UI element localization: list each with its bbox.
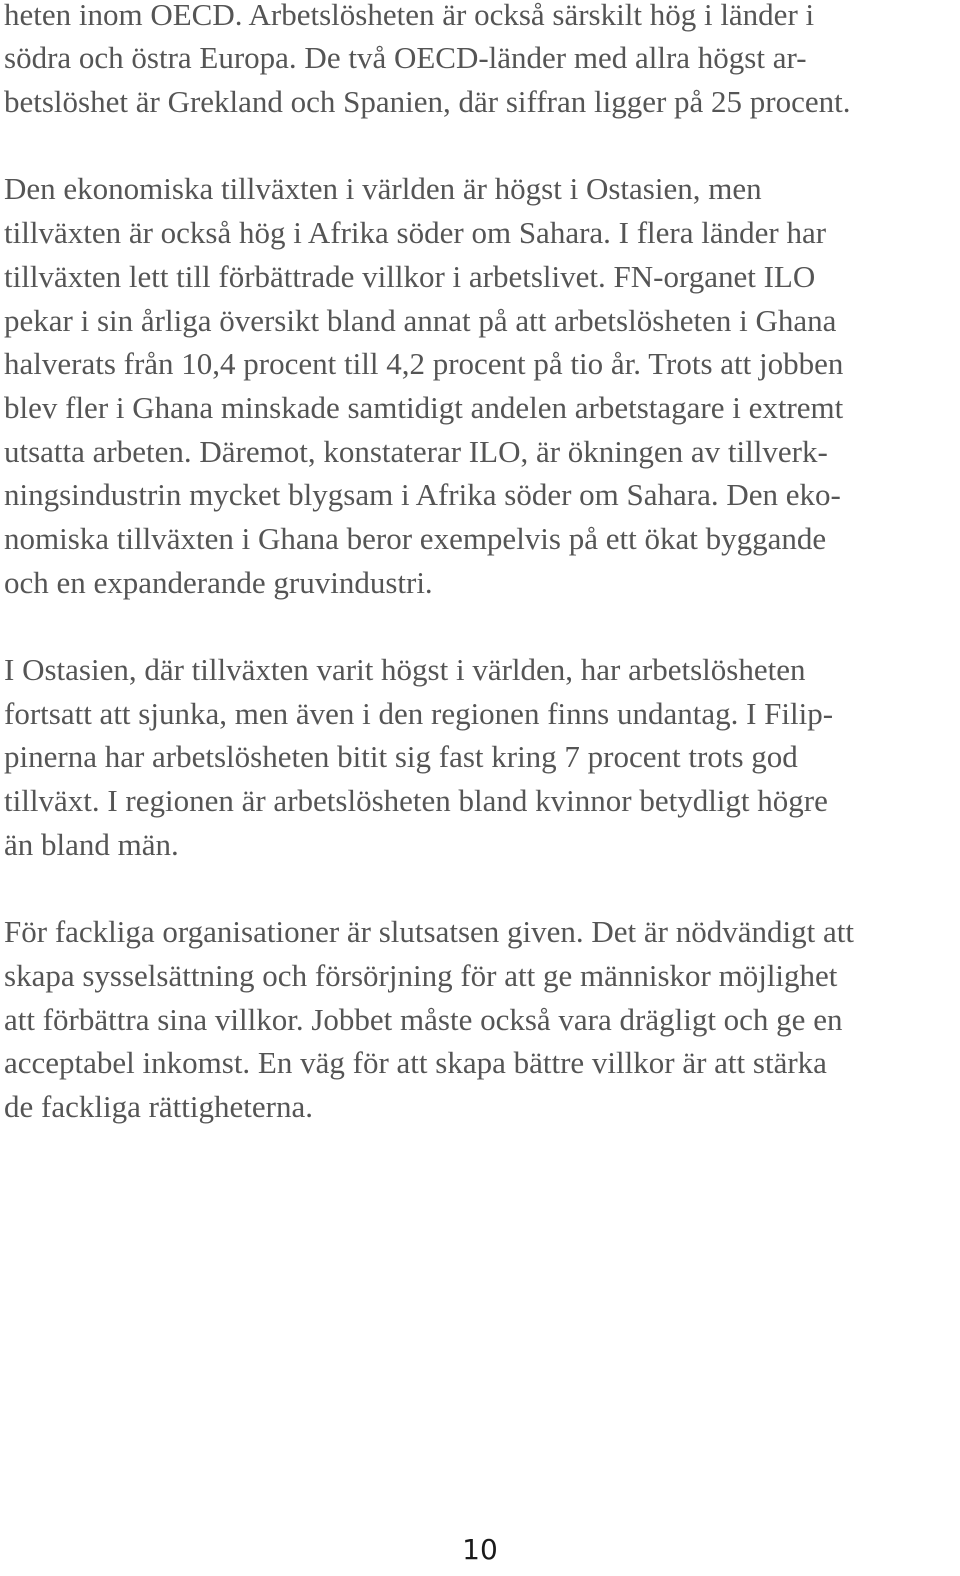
text-line: ningsindustrin mycket blygsam i Afrika söder om Sahara. Den eko- [4,477,841,512]
text-line: halverats från 10,4 procent till 4,2 procent på tio år. Trots att jobben [4,346,844,381]
text-line: heten inom OECD. Arbetslösheten är också särskilt hög i länder i [4,0,815,32]
page-number: 10 [462,1533,498,1566]
text-line: än bland män. [4,827,179,862]
text-line: utsatta arbeten. Däremot, konstaterar ILO, är ökningen av tillverk- [4,434,828,469]
text-line: acceptabel inkomst. En väg för att skapa bättre villkor är att stärka [4,1045,827,1080]
text-line: pinerna har arbetslösheten bitit sig fast kring 7 procent trots god [4,739,798,774]
text-line: betslöshet är Grekland och Spanien, där siffran ligger på 25 procent. [4,84,851,119]
text-line: de fackliga rättigheterna. [4,1089,313,1124]
text-line: skapa sysselsättning och försörjning för att ge människor möjlighet [4,958,838,993]
text-line: blev fler i Ghana minskade samtidigt andelen arbetstagare i extremt [4,390,844,425]
text-line: nomiska tillväxten i Ghana beror exempelvis på ett ökat byggande [4,521,827,556]
text-line: tillväxten är också hög i Afrika söder om Sahara. I flera länder har [4,215,827,250]
text-line: pekar i sin årliga översikt bland annat på att arbetslösheten i Ghana [4,303,837,338]
text-line: och en expanderande gruvindustri. [4,565,433,600]
text-line: att förbättra sina villkor. Jobbet måste också vara drägligt och ge en [4,1002,843,1037]
text-line: fortsatt att sjunka, men även i den regionen finns undantag. I Filip- [4,696,834,731]
text-line: I Ostasien, där tillväxten varit högst i världen, har arbetslösheten [4,652,806,687]
text-line: Den ekonomiska tillväxten i världen är högst i Ostasien, men [4,171,762,206]
text-line: tillväxten lett till förbättrade villkor i arbetslivet. FN-organet ILO [4,259,816,294]
text-line: tillväxt. I regionen är arbetslösheten bland kvinnor betydligt högre [4,783,828,818]
text-line: För fackliga organisationer är slutsatsen given. Det är nödvändigt att [4,914,854,949]
text-line: södra och östra Europa. De två OECD-länder med allra högst ar- [4,40,807,75]
